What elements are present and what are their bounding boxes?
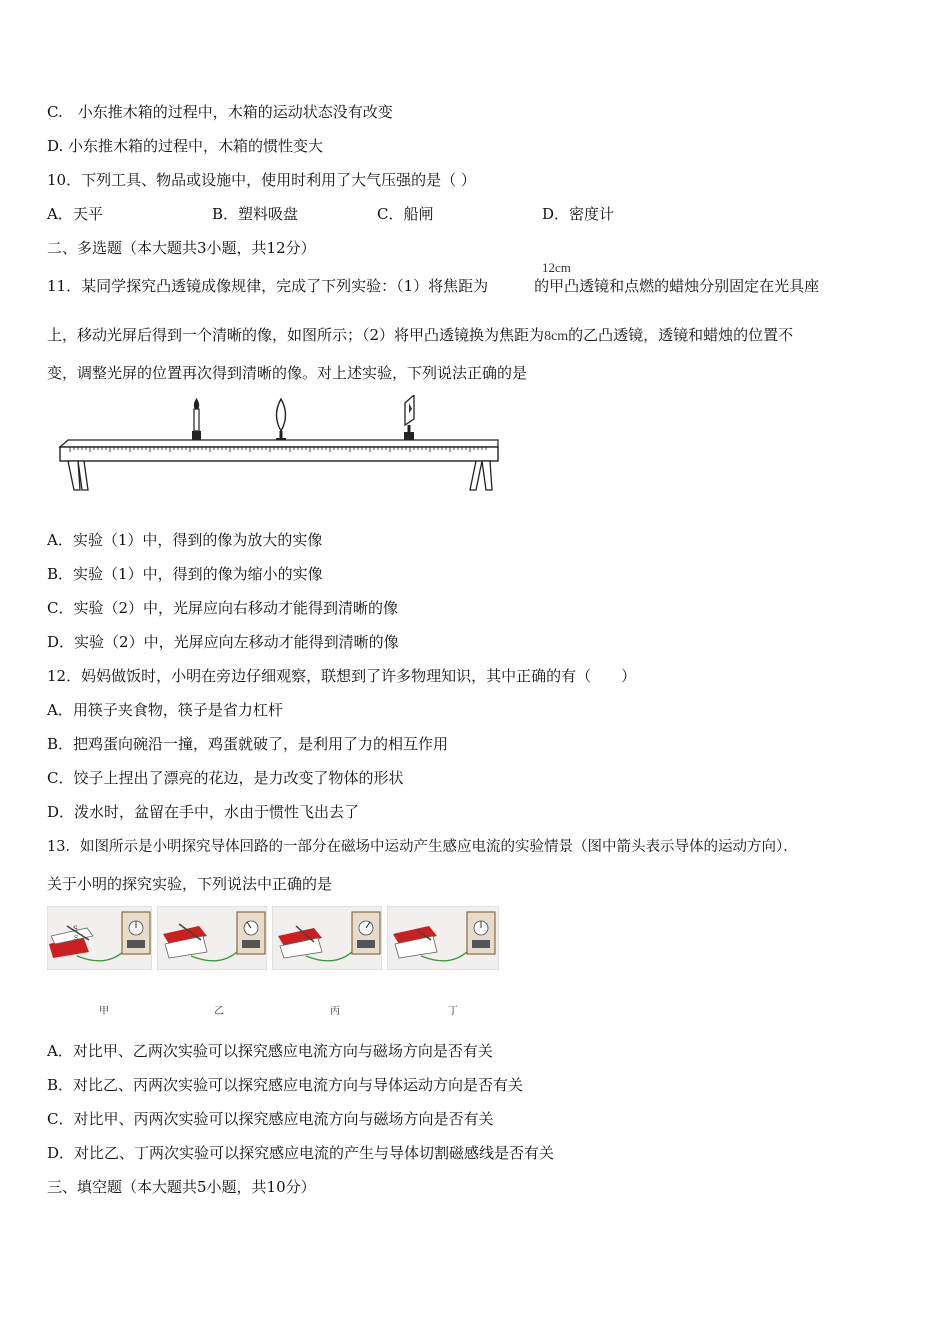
candle-icon — [192, 398, 201, 441]
q11-stem-part2: 的甲凸透镜和点燃的蜡烛分别固定在光具座 — [534, 277, 820, 295]
q10-stem: 10．下列工具、物品或设施中，使用时利用了大气压强的是（ ） — [47, 171, 476, 189]
q12-option-c: C．饺子上捏出了漂亮的花边，是力改变了物体的形状 — [47, 769, 404, 787]
q10-option-a: A．天平 — [47, 205, 103, 223]
q13-figure-panel-4 — [387, 906, 499, 970]
q13-option-b: B．对比乙、丙两次实验可以探究感应电流方向与导体运动方向是否有关 — [47, 1076, 524, 1094]
q11-stem — [47, 276, 819, 296]
light-screen-icon — [404, 395, 414, 442]
q13-option-d: D．对比乙、丁两次实验可以探究感应电流的产生与导体切割磁感线是否有关 — [47, 1144, 555, 1162]
q11-stem-part1: 11．某同学探究凸透镜成像规律，完成了下列实验：（1）将焦距为 — [47, 277, 489, 295]
section-2-heading: 二、多选题（本大题共3小题，共12分） — [47, 239, 316, 257]
optical-bench-figure — [58, 395, 503, 495]
q11-focal-length-2: 8cm — [544, 329, 569, 344]
q13-caption-jia: 甲 — [99, 1006, 109, 1017]
q10-option-d: D．密度计 — [542, 205, 615, 223]
q12-option-d: D．泼水时，盆留在手中，水由于惯性飞出去了 — [47, 803, 360, 821]
q11-option-d: D．实验（2）中，光屏应向左移动才能得到清晰的像 — [47, 633, 399, 651]
magnet-pole-label: S — [73, 925, 78, 933]
q12-option-b: B．把鸡蛋向碗沿一撞，鸡蛋就破了，是利用了力的相互作用 — [47, 735, 449, 753]
q13-caption-ding: 丁 — [448, 1006, 458, 1017]
q13-caption-yi: 乙 — [214, 1006, 224, 1017]
q10-option-c: C．船闸 — [377, 205, 434, 223]
q12-option-a: A．用筷子夹食物，筷子是省力杠杆 — [47, 701, 283, 719]
q13-figure-panel-2 — [157, 906, 267, 970]
q10-option-b: B．塑料吸盘 — [212, 205, 299, 223]
q11-line3: 变，调整光屏的位置再次得到清晰的像。对上述实验，下列说法正确的是 — [47, 364, 528, 382]
q11-line2-part2: 的乙凸透镜，透镜和蜡烛的位置不 — [568, 326, 794, 344]
q9-option-c: C. 小东推木箱的过程中，木箱的运动状态没有改变 — [47, 103, 393, 121]
q13-caption-bing: 丙 — [330, 1006, 340, 1017]
q11-focal-length-1: 12cm — [542, 260, 571, 275]
q11-line2-part1: 上，移动光屏后得到一个清晰的像，如图所示；（2）将甲凸透镜换为焦距为 — [47, 326, 545, 344]
q13-stem-line2: 关于小明的探究实验，下列说法中正确的是 — [47, 875, 333, 893]
q9-option-d: D. 小东推木箱的过程中，木箱的惯性变大 — [47, 137, 324, 155]
q12-stem: 12．妈妈做饭时，小明在旁边仔细观察，联想到了许多物理知识，其中正确的有（ ） — [47, 667, 637, 685]
section-3-heading: 三、填空题（本大题共5小题，共10分） — [47, 1178, 316, 1196]
q11-option-c: C．实验（2）中，光屏应向右移动才能得到清晰的像 — [47, 599, 399, 617]
q11-line2 — [47, 325, 793, 347]
q13-figure-panel-3 — [272, 906, 382, 970]
q13-stem-line1: 13．如图所示是小明探究导体回路的一部分在磁场中运动产生感应电流的实验情景（图中箭头表示导体的运动方向）． — [47, 839, 798, 855]
svg-text:S: S — [74, 935, 79, 942]
q13-figure-panel-1 — [47, 906, 152, 970]
bench-legs — [68, 461, 492, 490]
bench-rail — [60, 440, 498, 461]
q13-option-a: A．对比甲、乙两次实验可以探究感应电流方向与磁场方向是否有关 — [47, 1042, 493, 1060]
convex-lens-icon — [276, 399, 286, 446]
q11-option-b: B．实验（1）中，得到的像为缩小的实像 — [47, 565, 323, 583]
q13-option-c: C．对比甲、丙两次实验可以探究感应电流方向与磁场方向是否有关 — [47, 1110, 494, 1128]
q11-option-a: A．实验（1）中，得到的像为放大的实像 — [47, 531, 323, 549]
